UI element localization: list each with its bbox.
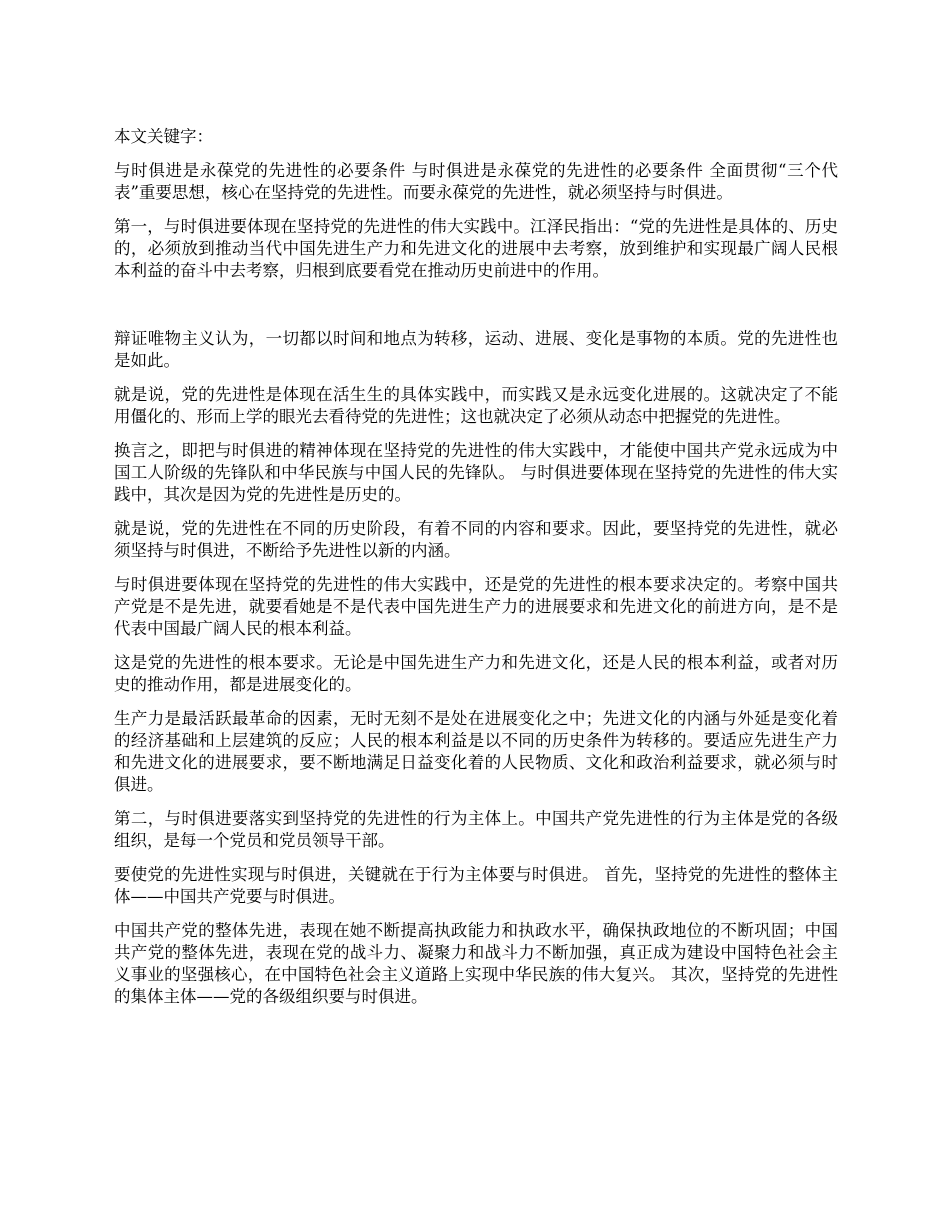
paragraph: 辩证唯物主义认为，一切都以时间和地点为转移，运动、进展、变化是事物的本质。党的先进性也是如此。 (114, 329, 838, 370)
paragraph: 要使党的先进性实现与时俱进，关键就在于行为主体要与时俱进。 首先，坚持党的先进性的整体主体——中国共产党要与时俱进。 (114, 865, 838, 906)
paragraph: 这是党的先进性的根本要求。无论是中国先进生产力和先进文化，还是人民的根本利益，或者对历史的推动作用，都是进展变化的。 (114, 653, 838, 694)
paragraph: 就是说，党的先进性是体现在活生生的具体实践中，而实践又是永远变化进展的。这就决定了不能用僵化的、形而上学的眼光去看待党的先进性；这也就决定了必须从动态中把握党的先进性。 (114, 385, 838, 426)
paragraph: 就是说，党的先进性在不同的历史阶段，有着不同的内容和要求。因此，要坚持党的先进性，就必须坚持与时俱进，不断给予先进性以新的内涵。 (114, 519, 838, 560)
paragraph: 换言之，即把与时俱进的精神体现在坚持党的先进性的伟大实践中，才能使中国共产党永远成为中国工人阶级的先锋队和中华民族与中国人民的先锋队。 与时俱进要体现在坚持党的先进性的伟大实践中，其次是因为党的先进性是历史的。 (114, 441, 838, 504)
document-page (114, 126, 838, 1020)
keywords-label: 本文关键字： (114, 127, 213, 146)
section-gap (114, 294, 838, 328)
paragraph: 与时俱进要体现在坚持党的先进性的伟大实践中，还是党的先进性的根本要求决定的。考察中国共产党是不是先进，就要看她是不是代表中国先进生产力的进展要求和先进文化的前进方向，是不是代表中国最广阔人民的根本利益。 (114, 575, 838, 638)
paragraph: 第二，与时俱进要落实到坚持党的先进性的行为主体上。中国共产党先进性的行为主体是党的各级组织，是每一个党员和党员领导干部。 (114, 809, 838, 850)
paragraph: 中国共产党的整体先进，表现在她不断提高执政能力和执政水平，确保执政地位的不断巩固；中国共产党的整体先进，表现在党的战斗力、凝聚力和战斗力不断加强，真正成为建设中国特色社会主义事业的坚强核心，在中国特色社会主义道路上实现中华民族的伟大复兴。 其次，坚持党的先进性的集体主体——党的各级组织要与时俱进。 (114, 921, 838, 1006)
paragraph: 生产力是最活跃最革命的因素，无时无刻不是处在进展变化之中；先进文化的内涵与外延是变化着的经济基础和上层建筑的反应；人民的根本利益是以不同的历史条件为转移的。要适应先进生产力和先进文化的进展要求，要不断地满足日益变化着的人民物质、文化和政治利益要求，就必须与时俱进。 (114, 709, 838, 794)
paragraph: 与时俱进是永葆党的先进性的必要条件 与时俱进是永葆党的先进性的必要条件 全面贯彻“三个代表”重要思想，核心在坚持党的先进性。而要永葆党的先进性，就必须坚持与时俱进。 (114, 161, 838, 202)
paragraph: 第一，与时俱进要体现在坚持党的先进性的伟大实践中。江泽民指出：“党的先进性是具体的、历史的，必须放到推动当代中国先进生产力和先进文化的进展中去考察，放到维护和实现最广阔人民根本利益的奋斗中去考察，归根到底要看党在推动历史前进中的作用。 (114, 217, 838, 280)
